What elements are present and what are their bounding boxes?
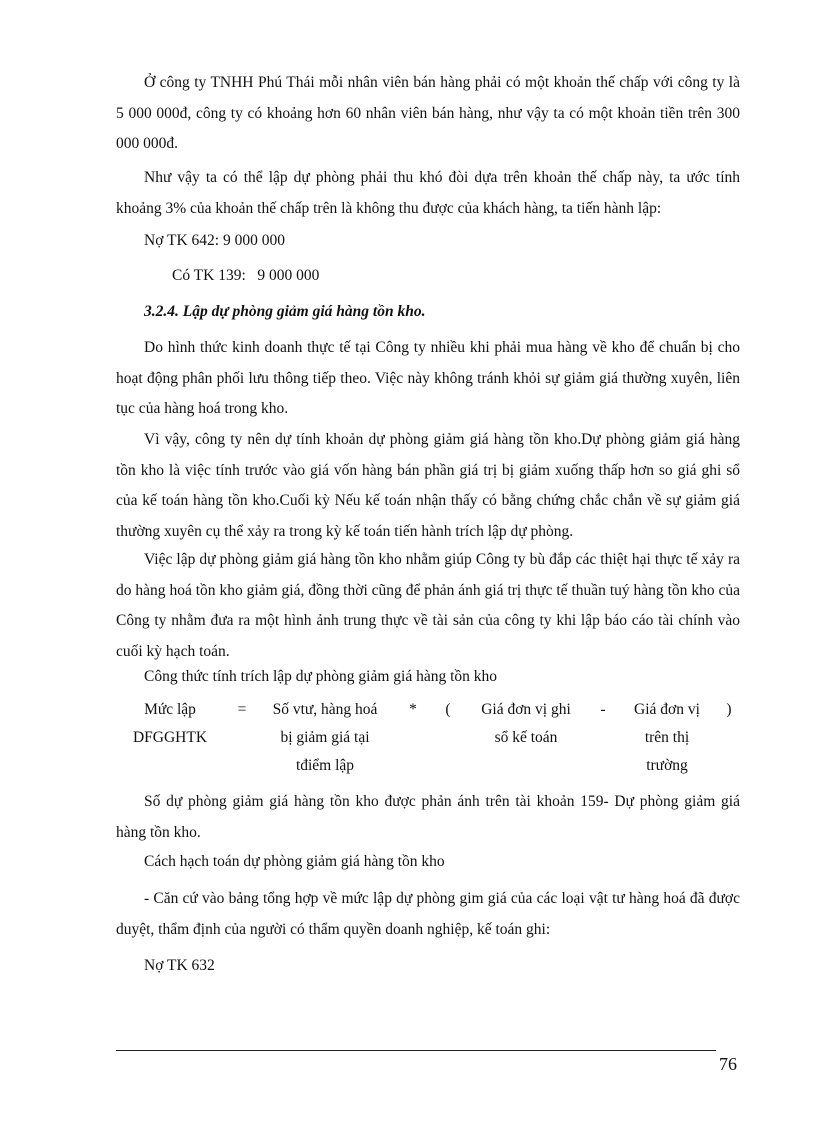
formula-gia-so-line2: sổ kế toán [494,729,558,746]
formula-so-vtu-line3: tđiểm lập [295,757,355,774]
formula-open-paren: ( [445,701,451,718]
entry-no-tk-642: Nợ TK 642: 9 000 000 [144,232,285,249]
formula-gia-tt-line2: trên thị [644,729,690,746]
entry-no-tk-632: Nợ TK 632 [144,957,215,974]
formula-close-paren: ) [726,701,732,718]
paragraph-thue-chap: Ở công ty TNHH Phú Thái mỗi nhân viên bán hàng phải có một khoản thế chấp với công ty là 5 000 000đ, công ty có khoảng hơn 60 nhân viên bán hàng, như vậy ta có một khoản tiền trên 300 000 000đ. [116,74,740,152]
footer-rule [116,1050,716,1051]
formula-times: * [409,701,417,718]
formula-gia-tt-line3: trường [646,757,688,774]
paragraph-can-cu: - Căn cứ vào bảng tổng hợp về mức lập dự phòng gim giá của các loại vật tư hàng hoá đã được duyệt, thẩm định của người có thẩm quyền doanh nghiệp, kế toán ghi: [116,890,740,938]
formula-muc-lap-label: Mức lập [144,701,196,718]
formula-equals: = [237,701,247,718]
paragraph-hinh-thuc-kinh-doanh: Do hình thức kinh doanh thực tế tại Công ty nhiều khi phải mua hàng về kho để chuẩn bị cho hoạt động phân phối lưu thông tiếp theo. Việc này không tránh khỏi sự giảm giá thường xuyên, liên tục của hàng hoá trong kho. [116,339,740,417]
paragraph-du-phong-phai-thu: Như vậy ta có thể lập dự phòng phải thu khó đòi dựa trên khoản thế chấp này, ta ước tính khoảng 3% của khoản thế chấp trên là không thu được của khách hàng, ta tiến hành lập: [116,169,740,217]
formula-so-vtu-line1: Số vtư, hàng hoá [272,701,378,718]
formula-gia-tt-line1: Giá đơn vị [634,701,700,718]
section-heading: 3.2.4. Lập dự phòng giảm giá hàng tồn kho. [144,303,426,320]
paragraph-tai-khoan-159: Số dự phòng giảm giá hàng tồn kho được phản ánh trên tài khoản 159- Dự phòng giảm giá hàng tồn kho. [116,793,740,841]
formula-gia-so-line1: Giá đơn vị ghi [481,701,571,718]
formula-muc-lap-code: DFGGHTK [132,729,208,746]
paragraph-muc-dich-du-phong: Việc lập dự phòng giảm giá hàng tồn kho nhằm giúp Công ty bù đắp các thiệt hại thực tế xảy ra do hàng hoá tồn kho giảm giá, đồng thời cũng để phản ánh giá trị thực tế thuần tuý hàng tồn kho của Công ty nhằm đưa ra một hình ảnh trung thực về tài sản của công ty khi lập báo cáo tài chính vào cuối kỳ hạch toán. [116,551,740,660]
page-number: 76 [719,1054,737,1074]
formula-so-vtu-line2: bị giảm giá tại [280,729,370,746]
formula-intro: Công thức tính trích lập dự phòng giảm giá hàng tồn kho [144,668,498,685]
entry-co-tk-139: Có TK 139: 9 000 000 [172,267,320,284]
paragraph-cach-hach-toan: Cách hạch toán dự phòng giảm giá hàng tồn kho [144,853,445,870]
formula-minus: - [600,701,606,718]
paragraph-du-tinh-du-phong: Vì vậy, công ty nên dự tính khoản dự phòng giảm giá hàng tồn kho.Dự phòng giảm giá hàng tồn kho là việc tính trước vào giá vốn hàng bán phần giá trị bị giảm xuống thấp hơn so giá ghi sổ của kế toán hàng tồn kho.Cuối kỳ Nếu kế toán nhận thấy có bằng chứng chắc chắn về sự giảm giá thường xuyên cụ thể xảy ra trong kỳ kế toán tiến hành trích lập dự phòng. [116,431,740,540]
